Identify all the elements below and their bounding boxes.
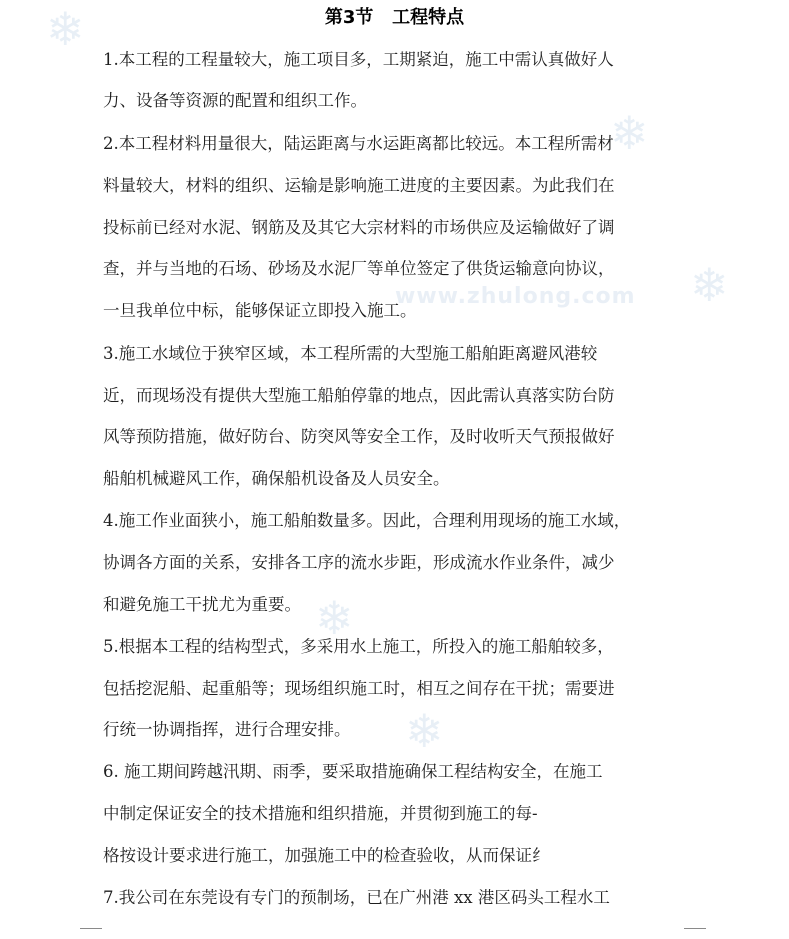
body-line: 3.施工水域位于狭窄区域，本工程所需的大型施工船舶距离避风港较: [103, 344, 598, 363]
body-line: 4.施工作业面狭小，施工船舶数量多。因此，合理利用现场的施工水域，: [103, 511, 631, 530]
body-line: 料量较大，材料的组织、运输是影响施工进度的主要因素。为此我们在: [103, 176, 615, 195]
section-heading: [0, 4, 789, 32]
body-line: 行统一协调指挥，进行合理安排。: [103, 720, 351, 739]
watermark-snowflake-icon: ❄: [46, 2, 85, 56]
body-line: 7.我公司在东莞设有专门的预制场，已在广州港 xx 港区码头工程水工: [103, 888, 610, 907]
section-number: 第3节: [324, 7, 374, 28]
section-title: 工程特点: [392, 7, 465, 28]
crop-mark-bottom-left: [80, 928, 102, 939]
body-line: 中制定保证安全的技术措施和组织措施，并贯彻到施工的每-: [103, 804, 538, 823]
watermark-snowflake-icon: ❄: [315, 591, 354, 645]
watermark-text: www.zhulong.com: [395, 284, 636, 309]
body-line: 5.根据本工程的结构型式，多采用水上施工，所投入的施工船舶较多，: [103, 637, 614, 656]
crop-mark-bottom-right: [684, 928, 706, 939]
watermark-snowflake-icon: ❄: [690, 258, 729, 312]
watermark-snowflake-icon: ❄: [610, 106, 649, 160]
body-line: 协调各方面的关系，安排各工序的流水步距，形成流水作业条件，减少: [103, 553, 615, 572]
body-line: 6. 施工期间跨越汛期、雨季，要采取措施确保工程结构安全，在施工: [103, 762, 603, 781]
body-line: 船舶机械避风工作，确保船机设备及人员安全。: [103, 469, 450, 488]
body-line: 和避免施工干扰尤为重要。: [103, 595, 301, 614]
body-line: 一旦我单位中标，能够保证立即投入施工。: [103, 301, 417, 320]
body-line: 1.本工程的工程量较大，施工项目多，工期紧迫，施工中需认真做好人: [103, 50, 614, 69]
body-line: 风等预防措施，做好防台、防突风等安全工作，及时收听天气预报做好: [103, 427, 615, 446]
body-line: 格按设计要求进行施工，加强施工中的检查验收，从而保证纟: [103, 846, 549, 865]
body-line: 2.本工程材料用量很大，陆运距离与水运距离都比较远。本工程所需材: [103, 134, 614, 153]
body-line: 查，并与当地的石场、砂场及水泥厂等单位签定了供货运输意向协议，: [103, 259, 615, 278]
body-line: 近，而现场没有提供大型施工船舶停靠的地点，因此需认真落实防台防: [103, 386, 615, 405]
body-line: 力、设备等资源的配置和组织工作。: [103, 91, 367, 110]
body-line: 投标前已经对水泥、钢筋及及其它大宗材料的市场供应及运输做好了调: [103, 218, 615, 237]
watermark-snowflake-icon: ❄: [405, 704, 444, 758]
body-line: 包括挖泥船、起重船等；现场组织施工时，相互之间存在干扰；需要进: [103, 679, 615, 698]
